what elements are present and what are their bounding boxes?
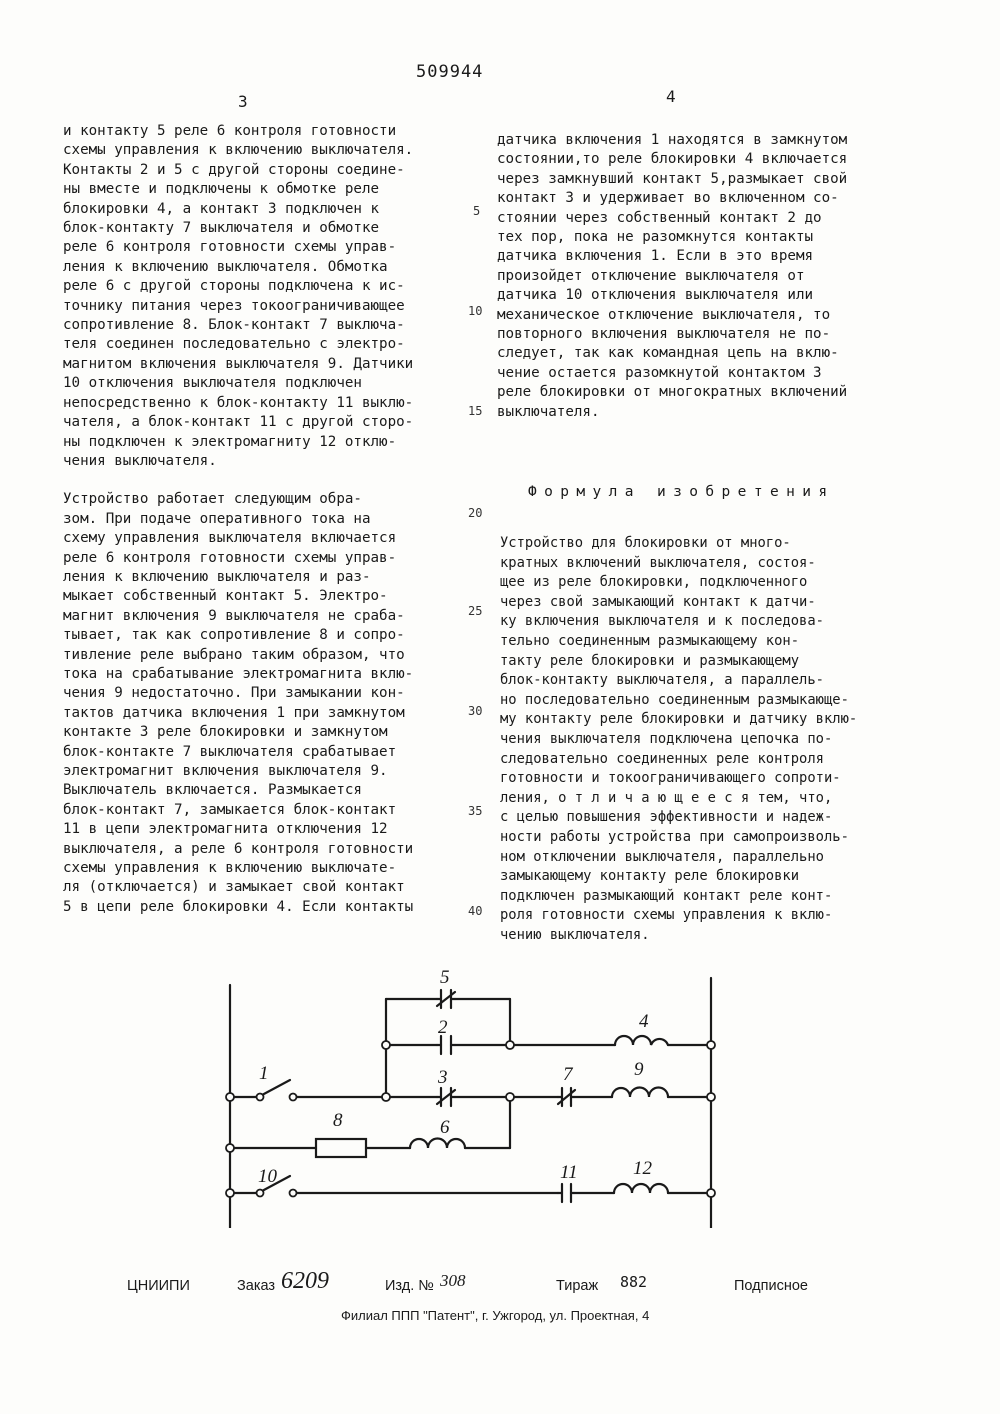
- label-6: 6: [440, 1117, 450, 1138]
- circuit-diagram: [0, 968, 1000, 1228]
- text-line: ности работы устройства при самопроизволь-: [500, 828, 849, 845]
- text-line: роля готовности схемы управления к вклю-: [500, 907, 833, 924]
- coil-9: [612, 1088, 668, 1098]
- text-line: ления, о т л и ч а ю щ е е с я тем, что,: [500, 789, 833, 806]
- left-paragraph-1: [63, 122, 473, 471]
- text-line: электромагнит включения выключателя 9.: [63, 763, 388, 779]
- right-paragraph-1: [497, 131, 897, 422]
- text-line: через замкнувший контакт 5,размыкает свой: [497, 170, 848, 187]
- line-number: 15: [468, 404, 483, 418]
- right-column: [497, 131, 897, 422]
- text-line: чению выключателя.: [500, 926, 650, 943]
- text-line: замыкающему контакту реле блокировки: [500, 868, 800, 885]
- footer-podpisnoe: Подписное: [734, 1278, 808, 1294]
- text-line: теля соединен последовательно с электро-: [63, 336, 405, 353]
- label-4: 4: [639, 1011, 649, 1032]
- text-line: датчика включения 1. Если в это время: [497, 248, 814, 265]
- text-line: датчика 10 отключения выключателя или: [497, 287, 814, 304]
- text-line: чения выключателя.: [63, 452, 217, 469]
- text-line: механическое отключение выключателя, то: [497, 306, 831, 323]
- text-line: тивление реле выбрано таким образом, что: [63, 646, 405, 663]
- text-line: реле 6 контроля готовности схемы управ-: [63, 549, 397, 566]
- text-line: 11 в цепи электромагнита отключения 12: [63, 821, 388, 838]
- text-line: тех пор, пока не разомкнутся контакты: [497, 229, 814, 246]
- text-line: тельно соединенным размыкающему кон-: [500, 632, 800, 649]
- text-line: реле 6 контроля готовности схемы управ-: [63, 239, 397, 256]
- text-line: ления к включению выключателя. Обмотка: [63, 258, 388, 275]
- text-line: ны вместе и подключены к обмотке реле: [63, 181, 380, 198]
- footer-order-number: 6209: [281, 1268, 329, 1294]
- footer-tirazh-label: Тираж: [556, 1278, 599, 1294]
- footer-filial: Филиал ППП "Патент", г. Ужгород, ул. Проектная, 4: [341, 1308, 650, 1323]
- coil-4: [615, 1036, 668, 1045]
- line-number: 35: [468, 804, 483, 818]
- coil-6: [410, 1139, 465, 1149]
- footer-izd-label: Изд. №: [385, 1278, 434, 1294]
- text-line: датчика включения 1 находятся в замкнутом: [497, 132, 848, 148]
- text-line: выключателя.: [497, 403, 600, 420]
- text-line: магнитом включения выключателя 9. Датчики: [63, 355, 414, 372]
- text-line: блок-контакт 7, замыкается блок-контакт: [63, 801, 397, 818]
- text-line: зом. При подаче оперативного тока на: [63, 510, 371, 527]
- text-line: схемы управления к включению выключате-: [63, 860, 397, 877]
- text-line: кратных включений выключателя, состоя-: [500, 554, 816, 571]
- contact-7: [558, 1088, 575, 1106]
- text-line: му контакту реле блокировки и датчику вклю-: [500, 711, 858, 728]
- text-line: чения 9 недостаточно. При замыкании кон-: [63, 685, 405, 702]
- text-line: точнику питания через токоограничивающее: [63, 297, 405, 314]
- formula-title: Формула изобретения: [528, 484, 835, 500]
- label-9: 9: [634, 1059, 644, 1080]
- text-line: 5 в цепи реле блокировки 4. Если контакты: [63, 898, 414, 915]
- text-line: следовательно соединенных реле контроля: [500, 750, 824, 767]
- contact-2: [437, 1036, 455, 1054]
- text-line: схему управления выключателя включается: [63, 530, 397, 547]
- resistor-8: [316, 1139, 366, 1157]
- line-number: 25: [468, 604, 483, 618]
- text-line: магнит включения 9 выключателя не сраба-: [63, 607, 405, 624]
- text-line: Устройство для блокировки от много-: [500, 535, 791, 551]
- text-line: 10 отключения выключателя подключен: [63, 375, 362, 392]
- text-line: Устройство работает следующим обра-: [63, 491, 362, 508]
- text-line: повторного включения выключателя не по-: [497, 326, 831, 343]
- line-number: 40: [468, 904, 483, 918]
- text-line: контакт 3 и удерживает во включенном со-: [497, 190, 839, 207]
- text-line: произойдет отключение выключателя от: [497, 267, 805, 284]
- text-line: и контакту 5 реле 6 контроля готовности: [63, 123, 397, 139]
- text-line: реле 6 с другой стороны подключена к ис-: [63, 278, 405, 295]
- label-11: 11: [560, 1162, 578, 1183]
- text-line: следует, так как командная цепь на вклю-: [497, 345, 839, 362]
- text-line: ны подключен к электромагниту 12 отклю-: [63, 433, 397, 450]
- text-line: блок-контакте 7 выключателя срабатывает: [63, 743, 397, 760]
- text-line: Выключатель включается. Размыкается: [63, 782, 362, 799]
- text-line: стоянии через собственный контакт 2 до: [497, 209, 822, 226]
- footer-tirazh-number: 882: [620, 1273, 648, 1291]
- text-line: с целью повышения эффективности и надеж-: [500, 809, 833, 826]
- text-line: чение остается разомкнутой контактом 3: [497, 364, 822, 381]
- text-line: непосредственно к блок-контакту 11 выклю-: [63, 394, 414, 411]
- footer-order-label: Заказ: [237, 1278, 276, 1294]
- left-paragraph-2: [63, 490, 473, 917]
- text-line: контакте 3 реле блокировки и замкнутом: [63, 724, 388, 741]
- contact-3: [437, 1088, 455, 1106]
- text-line: Контакты 2 и 5 с другой стороны соедине-: [63, 161, 405, 178]
- text-line: тока на срабатывание электромагнита вклю-: [63, 665, 414, 682]
- coil-12: [614, 1184, 668, 1193]
- patent-number: 509944: [416, 62, 484, 82]
- text-line: мыкает собственный контакт 5. Электро-: [63, 588, 388, 605]
- text-line: тывает, так как сопротивление 8 и сопро-: [63, 627, 405, 644]
- text-line: блокировки 4, а контакт 3 подключен к: [63, 200, 380, 217]
- text-line: через свой замыкающий контакт к датчи-: [500, 593, 816, 610]
- text-line: щее из реле блокировки, подключенного: [500, 574, 808, 591]
- text-line: такту реле блокировки и размыкающему: [500, 652, 800, 669]
- text-line: подключен размыкающий контакт реле конт-: [500, 887, 833, 904]
- contact-11: [558, 1184, 574, 1202]
- label-2: 2: [438, 1017, 448, 1038]
- text-line: блок-контакту выключателя, а параллель-: [500, 672, 824, 689]
- text-line: чателя, а блок-контакт 11 с другой сторо-: [63, 414, 414, 431]
- text-line: но последовательно соединенным размыкающе-: [500, 691, 849, 708]
- line-number: 30: [468, 704, 483, 718]
- formula-paragraph: [500, 534, 920, 945]
- line-number: 5: [473, 204, 481, 218]
- text-line: ления к включению выключателя и раз-: [63, 568, 371, 585]
- formula-text: [500, 534, 920, 945]
- text-line: состоянии,то реле блокировки 4 включается: [497, 151, 848, 168]
- line-number: 10: [468, 304, 483, 318]
- footer-izd-number: 308: [440, 1271, 466, 1290]
- label-12: 12: [633, 1158, 652, 1179]
- label-5: 5: [440, 968, 450, 988]
- text-line: ку включения выключателя и к последова-: [500, 613, 824, 630]
- text-line: сопротивление 8. Блок-контакт 7 выключа-: [63, 317, 405, 334]
- text-line: реле блокировки от многократных включений: [497, 384, 848, 401]
- text-line: готовности и токоограничивающего сопроти-: [500, 770, 841, 787]
- label-10: 10: [258, 1166, 277, 1187]
- contact-5: [437, 990, 455, 1008]
- footer-org: ЦНИИПИ: [127, 1278, 190, 1294]
- label-3: 3: [438, 1067, 448, 1088]
- text-line: блок-контакту 7 выключателя и обмотке: [63, 220, 380, 237]
- label-1: 1: [259, 1063, 269, 1084]
- left-column: [63, 122, 473, 917]
- line-number: 20: [468, 506, 483, 520]
- text-line: схемы управления к включению выключателя.: [63, 142, 414, 159]
- text-line: ном отключении выключателя, параллельно: [500, 848, 824, 865]
- page-number-right: 4: [666, 87, 676, 106]
- text-line: тактов датчика включения 1 при замкнутом: [63, 704, 405, 721]
- page-number-left: 3: [238, 92, 248, 111]
- text-line: чения выключателя подключена цепочка по-: [500, 730, 833, 747]
- label-7: 7: [563, 1064, 573, 1085]
- text-line: ля (отключается) и замыкает свой контакт: [63, 879, 405, 896]
- text-line: выключателя, а реле 6 контроля готовности: [63, 840, 414, 857]
- label-8: 8: [333, 1110, 343, 1131]
